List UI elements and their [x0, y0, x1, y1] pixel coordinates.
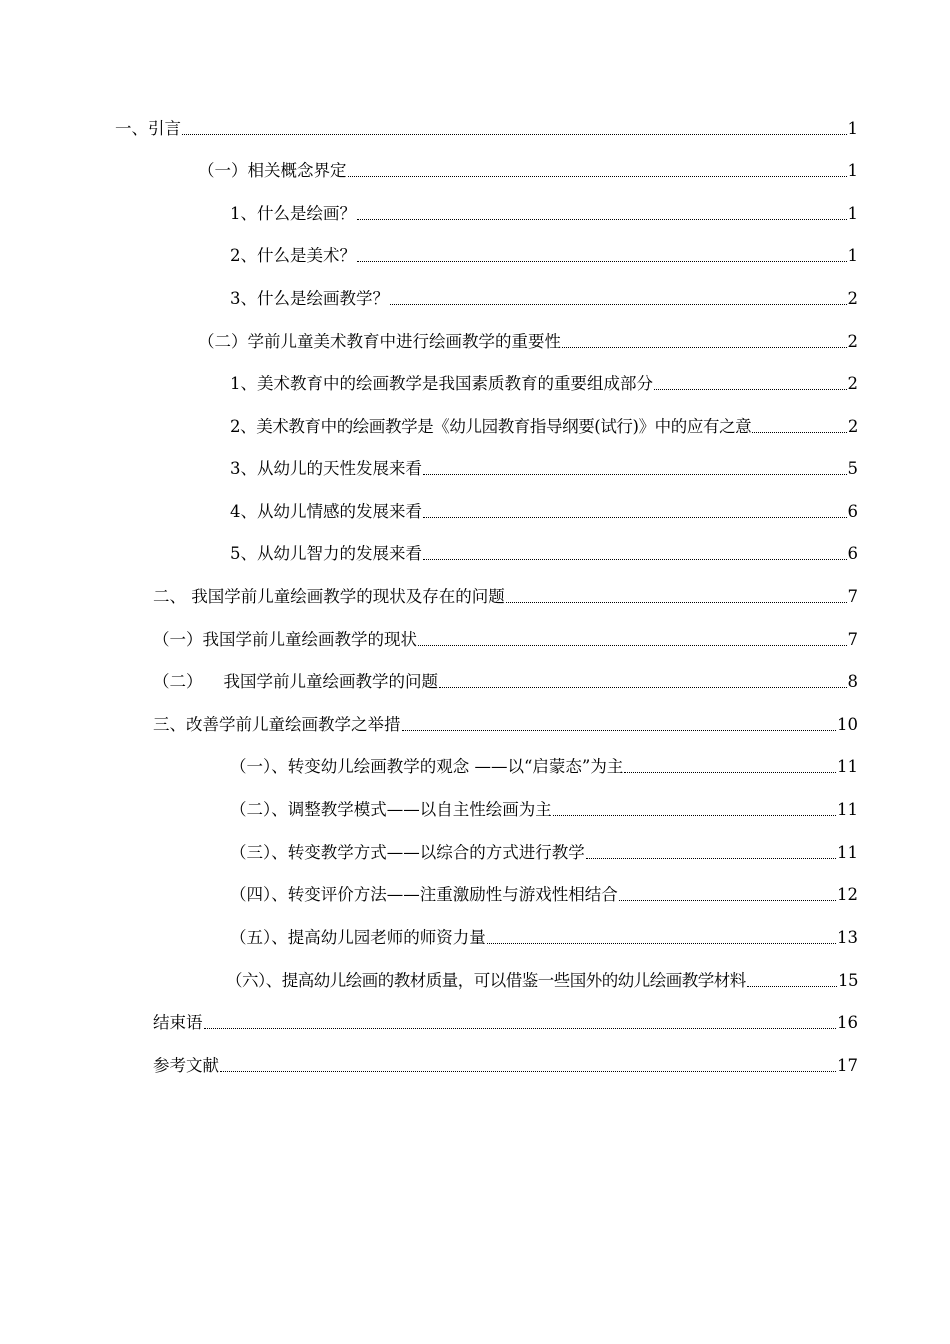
toc-entry-title: 1、什么是绘画？	[230, 204, 356, 223]
dot-leader	[402, 730, 837, 731]
toc-entry[interactable]	[153, 667, 858, 693]
dot-leader	[357, 219, 847, 220]
toc-entry-page: 15	[838, 971, 858, 990]
toc-entry[interactable]	[153, 1051, 858, 1077]
dot-leader	[624, 772, 836, 773]
toc-entry-title: 3、从幼儿的天性发展来看	[230, 459, 422, 478]
toc-entry-title: （四）、转变评价方法——注重激励性与游戏性相结合	[230, 885, 618, 904]
dot-leader	[357, 261, 847, 262]
toc-entry[interactable]	[230, 199, 858, 225]
toc-entry-page: 12	[837, 885, 858, 904]
toc-entry[interactable]	[230, 539, 858, 565]
toc-entry-title: （一）我国学前儿童绘画教学的现状	[153, 630, 417, 649]
dot-leader	[586, 858, 836, 859]
dot-leader	[487, 943, 836, 944]
dot-leader	[553, 815, 836, 816]
toc-entry[interactable]	[153, 625, 858, 651]
dot-leader	[390, 304, 847, 305]
toc-entry-title: （二）学前儿童美术教育中进行绘画教学的重要性	[198, 332, 561, 351]
toc-entry-title: 参考文献	[153, 1056, 219, 1075]
toc-entry-title: 2、美术教育中的绘画教学是《幼儿园教育指导纲要(试行)》中的应有之意	[230, 417, 752, 436]
toc-entry-title: 二、 我国学前儿童绘画教学的现状及存在的问题	[153, 587, 505, 606]
toc-entry-title: 5、从幼儿智力的发展来看	[230, 544, 422, 563]
toc-entry[interactable]	[230, 241, 858, 267]
toc-entry[interactable]	[230, 795, 858, 821]
dot-leader	[423, 559, 847, 560]
dot-leader	[747, 986, 837, 987]
toc-entry-page: 1	[847, 161, 858, 180]
toc-entry[interactable]	[115, 114, 858, 140]
toc-entry-page: 11	[837, 800, 858, 819]
toc-entry[interactable]	[153, 582, 858, 608]
toc-entry-title: （五）、提高幼儿园老师的师资力量	[230, 928, 486, 947]
toc-entry-page: 2	[847, 417, 858, 436]
dot-leader	[752, 432, 847, 433]
toc-entry-title: 一、引言	[115, 119, 181, 138]
toc-entry-title: 3、什么是绘画教学？	[230, 289, 389, 308]
toc-entry-title: 4、从幼儿情感的发展来看	[230, 502, 422, 521]
toc-entry-title: 2、什么是美术？	[230, 246, 356, 265]
toc-entry-title: 结束语	[153, 1013, 203, 1032]
dot-leader	[506, 602, 847, 603]
dot-leader	[220, 1071, 836, 1072]
toc-entry-title: （六）、提高幼儿绘画的教材质量，可以借鉴一些国外的幼儿绘画教学材料	[226, 971, 746, 990]
toc-entry-page: 11	[837, 757, 858, 776]
toc-entry[interactable]	[230, 838, 858, 864]
toc-entry[interactable]	[230, 923, 858, 949]
dot-leader	[562, 347, 847, 348]
toc-entry[interactable]	[230, 412, 858, 438]
toc-entry-title: 1、美术教育中的绘画教学是我国素质教育的重要组成部分	[230, 374, 653, 393]
toc-entry-page: 7	[847, 587, 858, 606]
toc-entry-page: 5	[847, 459, 858, 478]
toc-entry[interactable]	[226, 966, 858, 992]
toc-entry[interactable]	[230, 752, 858, 778]
toc-entry[interactable]	[230, 880, 858, 906]
toc-entry-title: （三）、转变教学方式——以综合的方式进行教学	[230, 843, 585, 862]
toc-entry[interactable]	[230, 284, 858, 310]
toc-entry-page: 2	[847, 332, 858, 351]
dot-leader	[654, 389, 847, 390]
dot-leader	[348, 176, 847, 177]
toc-entry-page: 10	[837, 715, 858, 734]
toc-entry-page: 1	[847, 119, 858, 138]
dot-leader	[619, 900, 836, 901]
toc-entry[interactable]	[198, 327, 858, 353]
toc-entry-title: （一）、转变幼儿绘画教学的观念 ——以“启蒙态”为主	[230, 757, 624, 776]
toc-entry-page: 13	[837, 928, 858, 947]
dot-leader	[439, 687, 847, 688]
dot-leader	[423, 474, 847, 475]
toc-entry-title: （二）、调整教学模式——以自主性绘画为主	[230, 800, 552, 819]
toc-entry-page: 6	[847, 502, 858, 521]
toc-entry-title: （二） 我国学前儿童绘画教学的问题	[153, 672, 438, 691]
toc-entry[interactable]	[230, 454, 858, 480]
toc-entry[interactable]	[230, 369, 858, 395]
toc-entry-page: 2	[847, 374, 858, 393]
toc-entry-page: 2	[847, 289, 858, 308]
dot-leader	[418, 645, 847, 646]
toc-entry-title: 三、改善学前儿童绘画教学之举措	[153, 715, 401, 734]
toc-entry[interactable]	[153, 710, 858, 736]
dot-leader	[423, 517, 847, 518]
toc-entry-page: 11	[837, 843, 858, 862]
dot-leader	[204, 1028, 837, 1029]
toc-entry-page: 17	[837, 1056, 858, 1075]
toc-entry-page: 8	[847, 672, 858, 691]
dot-leader	[182, 134, 847, 135]
toc-entry-page: 1	[847, 204, 858, 223]
toc-entry-title: （一）相关概念界定	[198, 161, 347, 180]
toc-entry[interactable]	[153, 1008, 858, 1034]
toc-entry[interactable]	[230, 497, 858, 523]
toc-entry-page: 1	[847, 246, 858, 265]
toc-entry[interactable]	[198, 156, 858, 182]
toc-entry-page: 6	[847, 544, 858, 563]
toc-entry-page: 7	[847, 630, 858, 649]
toc-entry-page: 16	[837, 1013, 858, 1032]
